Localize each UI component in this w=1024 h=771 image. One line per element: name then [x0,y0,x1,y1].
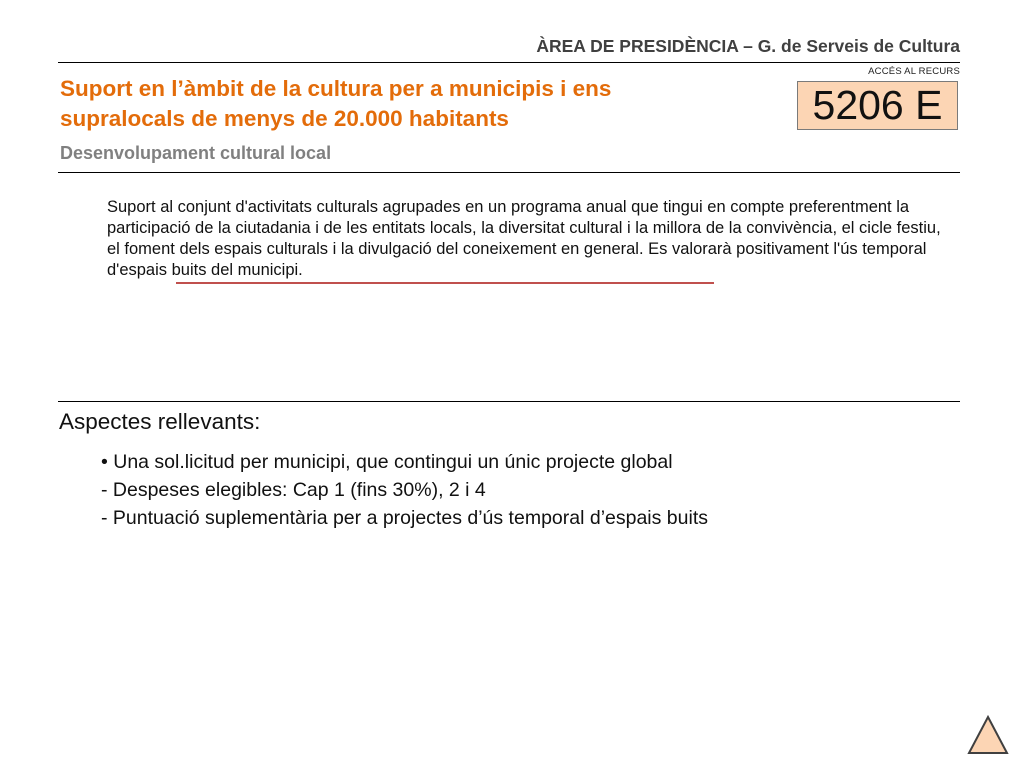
highlight-underline [176,282,714,284]
aspects-item: - Despeses elegibles: Cap 1 (fins 30%), 2 i 4 [101,479,486,501]
access-label: ACCÉS AL RECURS [868,66,960,77]
area-header: ÀREA DE PRESIDÈNCIA – G. de Serveis de Cultura [536,36,960,56]
triangle-up-icon [966,715,1010,755]
description-text [107,197,952,281]
title-divider [58,172,960,173]
resource-code: 5206 E [812,82,943,128]
title-line-1: Suport en l’àmbit de la cultura per a municipis i ens [60,76,612,101]
description-main: Suport al conjunt d'activitats culturals agrupades en un programa anual que tingui en compte preferentment la participació de la ciutadania i de les entitats locals, la diversitat cultural i la millora de la convivència, el cicle festiu, el foment dels espais culturals i la divulgació del coneixement en general. [107,198,941,258]
description-highlight: Es valorarà positivament l'ús temporal d'espais buits del municipi. [107,240,927,279]
aspects-item: • Una sol.licitud per municipi, que contingui un únic projecte global [101,451,673,473]
title-line-2: supralocals de menys de 20.000 habitants [60,106,509,131]
page-title [60,74,760,134]
nav-up-button[interactable] [966,715,1010,755]
aspects-heading: Aspectes rellevants: [59,409,261,434]
page-subtitle: Desenvolupament cultural local [60,143,332,163]
aspects-list [101,448,708,532]
aspects-divider [58,401,960,402]
aspects-item: - Puntuació suplementària per a projectes d’ús temporal d’espais buits [101,507,708,529]
resource-code-button[interactable] [797,81,958,130]
top-divider [58,62,960,63]
